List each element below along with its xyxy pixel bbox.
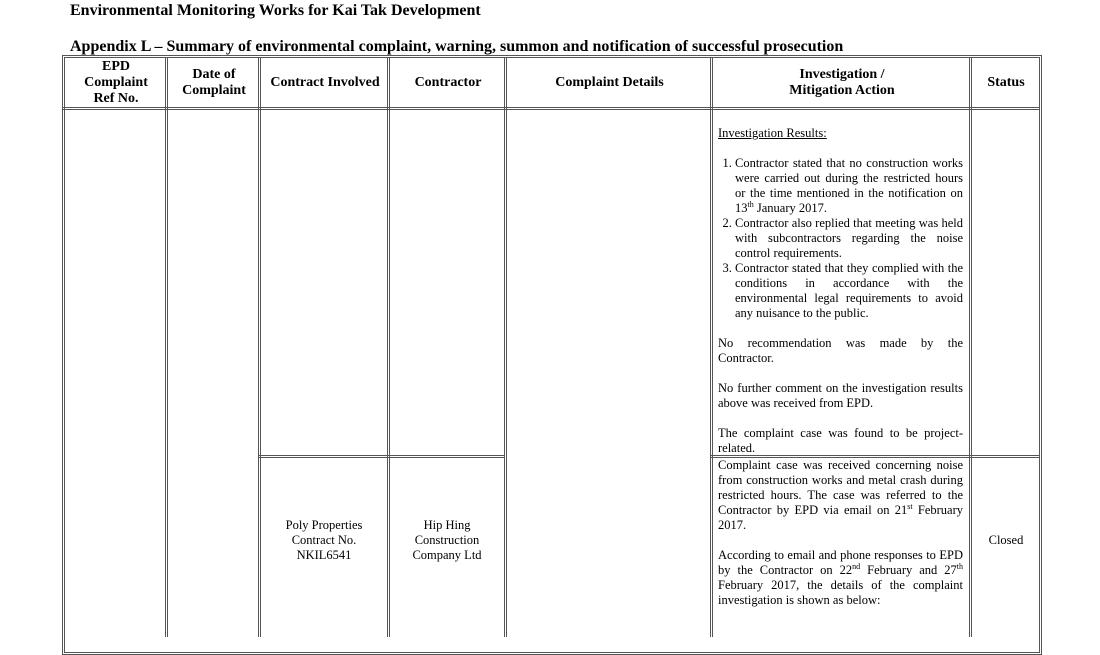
header-contractor: Contractor bbox=[414, 75, 482, 90]
complaint-received-paragraph: Complaint case was received concerning noise from construction works and metal crash during restricted hours. The case was referred to the Contractor by EPD via email on 21st February 2017. bbox=[718, 458, 964, 532]
list-item: 3. Contractor stated that they complied with the conditions in accordance with the environmental legal requirements to avoid any nuisance to the public. bbox=[735, 261, 963, 321]
column-divider bbox=[504, 57, 507, 637]
row2-investigation bbox=[718, 458, 963, 608]
epd-comment-paragraph: No further comment on the investigation results above was received from EPD. bbox=[718, 381, 963, 410]
header-status: Status bbox=[987, 75, 1025, 90]
row2-status: Closed bbox=[988, 533, 1024, 547]
investigation-results-heading: Investigation Results: bbox=[718, 126, 827, 140]
row2-contract: Poly Properties Contract No. NKIL6541 bbox=[285, 518, 363, 562]
header-investigation: Investigation / Mitigation Action bbox=[789, 67, 895, 98]
recommendation-paragraph: No recommendation was made by the Contractor. bbox=[718, 336, 963, 365]
contractor-response-paragraph: According to email and phone responses to EPD by the Contractor on 22nd February and 27th February 2017, the details of the complaint investigation is shown as below: bbox=[718, 548, 964, 607]
list-item: 2. Contractor also replied that meeting was held with subcontractors regarding the noise control requirements. bbox=[735, 216, 963, 261]
column-divider bbox=[165, 57, 168, 637]
appendix-title: Appendix L – Summary of environmental complaint, warning, summon and notification of successful prosecution bbox=[70, 38, 844, 55]
row1-investigation bbox=[718, 126, 963, 456]
investigation-results-list bbox=[718, 156, 963, 321]
header-complaint-details: Complaint Details bbox=[555, 75, 664, 90]
project-related-paragraph: The complaint case was found to be project-related. bbox=[718, 426, 963, 455]
row2-contractor: Hip Hing Construction Company Ltd bbox=[412, 518, 482, 562]
column-divider bbox=[710, 57, 713, 637]
header-ref-no: EPD Complaint Ref No. bbox=[84, 59, 148, 106]
list-item: 1. Contractor stated that no construction works were carried out during the restricted hours or the time mentioned in the notification on 13th January 2017. bbox=[735, 156, 963, 216]
document-title: Environmental Monitoring Works for Kai Tak Development bbox=[70, 2, 481, 19]
header-date: Date of Complaint bbox=[182, 67, 246, 98]
row-divider bbox=[259, 455, 505, 458]
header-contract: Contract Involved bbox=[270, 75, 380, 90]
column-divider bbox=[969, 57, 972, 637]
